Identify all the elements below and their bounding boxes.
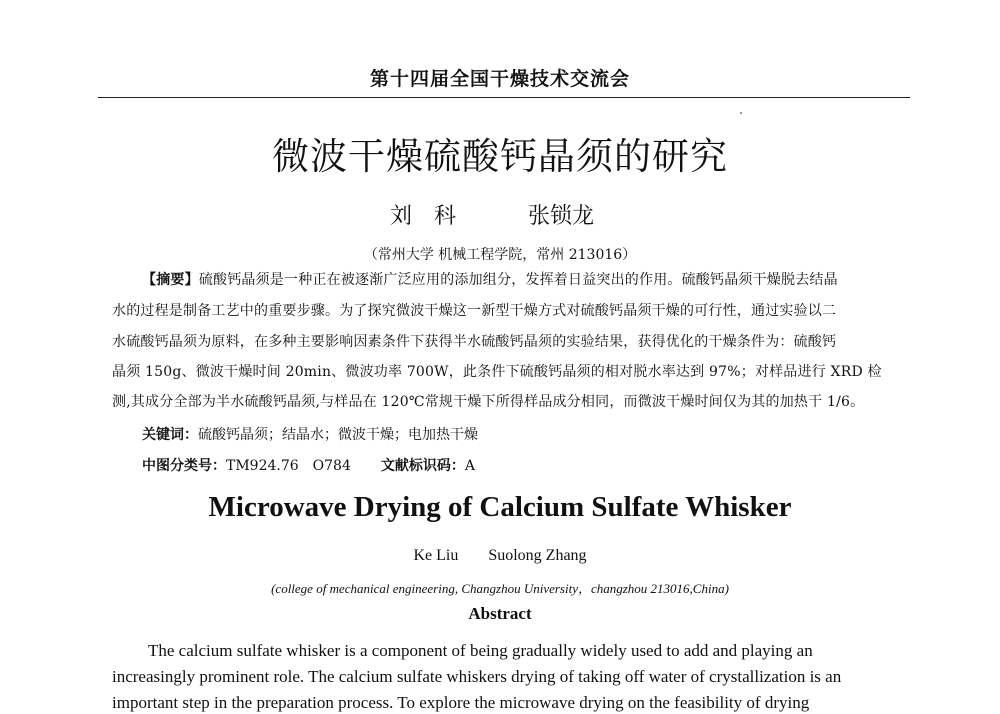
paper-title-cn: 微波干燥硫酸钙晶须的研究 (272, 135, 728, 178)
classification-code: TM924.76 O784 (226, 458, 351, 474)
author-cn-1: 刘 科 (390, 204, 457, 229)
author-en-1: Ke Liu (413, 547, 459, 564)
authors-en (0, 547, 1000, 565)
affiliation-cn: （常州大学 机械工程学院，常州 213016） (363, 247, 637, 263)
abstract-cn-label: 【摘要】 (142, 272, 199, 288)
scan-speck (740, 112, 742, 114)
abstract-en-line: important step in the preparation process. To explore the microwave drying on the feasibility of drying (112, 693, 810, 712)
abstract-cn-line: 测,其成分全部为半水硫酸钙晶须,与样品在 120℃常规干燥下所得样品成分相同，而微波干燥时间仅为其的加热干 1/6。 (112, 394, 865, 410)
doc-code-label: 文献标识码： (380, 458, 465, 474)
keywords-cn-label: 关键词： (142, 427, 198, 443)
abstract-en-heading: Abstract (468, 604, 532, 623)
classification-line (142, 455, 475, 475)
abstract-cn-line (142, 269, 887, 289)
abstract-en-line: increasingly prominent role. The calcium sulfate whiskers drying of taking off water of crystallization is an (112, 667, 842, 686)
paper-title-en: Microwave Drying of Calcium Sulfate Whisker (208, 491, 792, 523)
classification-label: 中图分类号： (142, 458, 226, 474)
doc-code: A (464, 458, 475, 474)
header-rule (98, 97, 910, 98)
keywords-cn-text: 硫酸钙晶须；结晶水；微波干燥；电加热干燥 (198, 427, 478, 443)
abstract-cn-line: 水的过程是制备工艺中的重要步骤。为了探究微波干燥这一新型干燥方式对硫酸钙晶须干燥的可行性，通过实验以二 (112, 303, 837, 319)
author-cn-2: 张锁龙 (528, 204, 595, 229)
keywords-cn (142, 424, 478, 444)
authors-cn (0, 199, 1000, 229)
abstract-en-line: The calcium sulfate whisker is a component of being gradually widely used to add and playing an (148, 641, 813, 660)
abstract-cn-text: 硫酸钙晶须是一种正在被逐渐广泛应用的添加组分，发挥着日益突出的作用。硫酸钙晶须干燥脱去结晶 (198, 272, 838, 288)
conference-header: 第十四届全国干燥技术交流会 (369, 68, 630, 90)
affiliation-en: (college of mechanical engineering, Changzhou University，changzhou 213016,China) (271, 581, 729, 596)
abstract-cn-line: 晶须 150g、微波干燥时间 20min、微波功率 700W，此条件下硫酸钙晶须的相对脱水率达到 97%；对样品进行 XRD 检 (112, 364, 882, 380)
abstract-cn-line: 水硫酸钙晶须为原料，在多种主要影响因素条件下获得半水硫酸钙晶须的实验结果，获得优化的干燥条件为：硫酸钙 (112, 334, 837, 350)
author-en-2: Suolong Zhang (488, 547, 587, 564)
